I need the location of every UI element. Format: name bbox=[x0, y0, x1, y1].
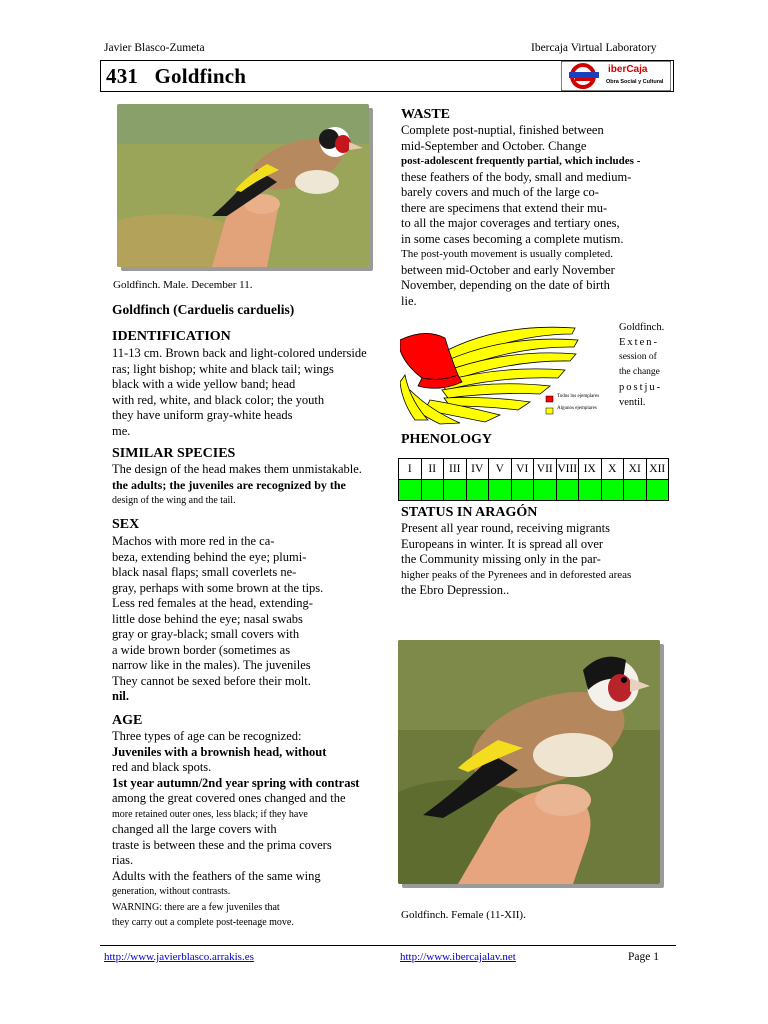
phenology-table bbox=[398, 458, 669, 501]
waste-line: there are specimens that extend their mu- bbox=[401, 200, 608, 215]
presence-cell bbox=[421, 480, 444, 501]
presence-cell bbox=[601, 480, 624, 501]
species-scientific-name: Goldfinch (Carduelis carduelis) bbox=[112, 302, 295, 317]
age-line: changed all the large covers with bbox=[112, 822, 277, 836]
similar-species-text bbox=[112, 462, 362, 509]
species-name: Goldfinch bbox=[154, 64, 247, 88]
month-cell: XI bbox=[624, 459, 647, 480]
phenology-heading: PHENOLOGY bbox=[401, 432, 493, 447]
age-line: 1st year autumn/2nd year spring with contrast bbox=[112, 775, 360, 790]
author-name: Javier Blasco-Zumeta bbox=[104, 42, 205, 54]
wing-caption-line: session of bbox=[619, 352, 657, 362]
phenology-months-row bbox=[399, 459, 669, 480]
age-line: rias. bbox=[112, 853, 134, 867]
sex-line: gray or gray-black; small covers with bbox=[112, 627, 300, 641]
status-line: the Ebro Depression.. bbox=[401, 583, 510, 597]
age-line: traste is between these and the prima covers bbox=[112, 837, 332, 852]
legend-all-specimens: Todos los ejemplares bbox=[557, 394, 600, 399]
waste-line: barely covers and much of the large co- bbox=[401, 185, 599, 199]
presence-cell bbox=[534, 480, 557, 501]
female-goldfinch-photo bbox=[398, 640, 660, 884]
month-cell: XII bbox=[646, 459, 669, 480]
presence-cell bbox=[556, 480, 579, 501]
wing-caption bbox=[619, 320, 673, 410]
species-number: 431 bbox=[106, 64, 139, 88]
waste-line: to all the major coverages and tertiary ones, bbox=[401, 216, 620, 230]
similar-species-heading: SIMILAR SPECIES bbox=[112, 446, 236, 461]
waste-line: between mid-October and early November bbox=[401, 262, 615, 277]
age-line: they carry out a complete post-teenage move. bbox=[112, 917, 294, 928]
waste-line: in some cases becoming a complete mutism. bbox=[401, 231, 624, 246]
month-cell: I bbox=[399, 459, 422, 480]
sex-line: gray, perhaps with some brown at the tips. bbox=[112, 580, 324, 595]
sex-line: beza, extending behind the eye; plumi- bbox=[112, 549, 307, 564]
footer-link-ibercaja-site[interactable]: http://www.ibercajalav.net bbox=[400, 951, 516, 963]
status-heading: STATUS IN ARAGÓN bbox=[401, 505, 538, 520]
sex-line: little dose behind the eye; nasal swabs bbox=[112, 611, 303, 626]
month-cell: VII bbox=[534, 459, 557, 480]
status-line: Europeans in winter. It is spread all over bbox=[401, 536, 604, 551]
identification-line: with red, white, and black color; the youth bbox=[112, 392, 325, 407]
status-line: the Community missing only in the par- bbox=[401, 552, 601, 566]
month-cell: X bbox=[601, 459, 624, 480]
legend-some-specimens: Algunos ejemplares bbox=[557, 406, 597, 411]
age-line: red and black spots. bbox=[112, 760, 212, 774]
waste-line: November, depending on the date of birth bbox=[401, 278, 610, 292]
status-line: Present all year round, receiving migrants bbox=[401, 521, 610, 535]
identification-heading: IDENTIFICATION bbox=[112, 329, 231, 344]
waste-line: lie. bbox=[401, 293, 417, 308]
male-goldfinch-photo bbox=[117, 104, 369, 267]
presence-cell bbox=[444, 480, 467, 501]
month-cell: III bbox=[444, 459, 467, 480]
footer-divider bbox=[100, 945, 676, 946]
status-text bbox=[401, 521, 631, 599]
page-title bbox=[106, 64, 246, 89]
waste-text bbox=[401, 123, 640, 309]
status-line: higher peaks of the Pyrenees and in deforested areas bbox=[401, 568, 632, 581]
female-photo-caption: Goldfinch. Female (11-XII). bbox=[401, 909, 526, 921]
age-line: Three types of age can be recognized: bbox=[112, 729, 302, 743]
age-line: generation, without contrasts. bbox=[112, 886, 231, 897]
sex-line: narrow like in the males). The juveniles bbox=[112, 658, 311, 672]
male-photo-caption: Goldfinch. Male. December 11. bbox=[113, 279, 253, 291]
month-cell: V bbox=[489, 459, 512, 480]
presence-cell bbox=[399, 480, 422, 501]
footer-link-author-site[interactable]: http://www.javierblasco.arrakis.es bbox=[104, 951, 254, 963]
presence-cell bbox=[466, 480, 489, 501]
presence-cell bbox=[646, 480, 669, 501]
age-line: Adults with the feathers of the same wing bbox=[112, 868, 321, 883]
sex-text bbox=[112, 534, 323, 705]
lab-name: Ibercaja Virtual Laboratory bbox=[531, 42, 657, 54]
age-line: Juveniles with a brownish head, without bbox=[112, 744, 327, 759]
wing-caption-line: Goldfinch. bbox=[619, 322, 665, 333]
page-number: Page 1 bbox=[628, 951, 659, 963]
waste-heading: WASTE bbox=[401, 107, 451, 122]
presence-cell bbox=[511, 480, 534, 501]
age-line: WARNING: there are a few juveniles that bbox=[112, 901, 280, 913]
sex-line: Machos with more red in the ca- bbox=[112, 534, 275, 548]
identification-text bbox=[112, 346, 367, 439]
age-line: among the great covered ones changed and the bbox=[112, 791, 346, 805]
similar-line: The design of the head makes them unmistakable. bbox=[112, 462, 362, 476]
age-text bbox=[112, 729, 359, 931]
sex-line: black nasal flaps; small coverlets ne- bbox=[112, 565, 297, 579]
wing-caption-line: ventil. bbox=[619, 397, 646, 408]
month-cell: IX bbox=[579, 459, 602, 480]
age-heading: AGE bbox=[112, 713, 143, 728]
month-cell: IV bbox=[466, 459, 489, 480]
presence-cell bbox=[489, 480, 512, 501]
waste-line: mid-September and October. Change bbox=[401, 138, 587, 153]
wing-caption-line: postju- bbox=[619, 382, 663, 393]
sex-heading: SEX bbox=[112, 517, 140, 532]
similar-line: the adults; the juveniles are recognized by the bbox=[112, 477, 346, 492]
identification-line: ras; light bishop; white and black tail; wings bbox=[112, 361, 334, 376]
presence-cell bbox=[624, 480, 647, 501]
sex-line: a wide brown border (sometimes as bbox=[112, 642, 291, 657]
sex-line: Less red females at the head, extending- bbox=[112, 596, 313, 610]
similar-line: design of the wing and the tail. bbox=[112, 495, 236, 506]
waste-line: The post-youth movement is usually completed. bbox=[401, 248, 614, 260]
identification-line: black with a wide yellow band; head bbox=[112, 377, 296, 391]
identification-line: me. bbox=[112, 423, 131, 438]
waste-line: Complete post-nuptial, finished between bbox=[401, 123, 604, 137]
month-cell: VIII bbox=[556, 459, 579, 480]
logo-brand: iberCaja bbox=[608, 64, 648, 75]
sex-line: nil. bbox=[112, 689, 130, 703]
identification-line: they have uniform gray-white heads bbox=[112, 408, 293, 422]
presence-cell bbox=[579, 480, 602, 501]
wing-caption-line: Exten- bbox=[619, 337, 659, 348]
wing-caption-line: the change bbox=[619, 367, 660, 377]
identification-line: 11-13 cm. Brown back and light-colored underside bbox=[112, 346, 367, 360]
month-cell: VI bbox=[511, 459, 534, 480]
waste-line: these feathers of the body, small and medium- bbox=[401, 169, 632, 184]
logo-tagline: Obra Social y Cultural bbox=[606, 79, 664, 85]
phenology-presence-row bbox=[399, 480, 669, 501]
month-cell: II bbox=[421, 459, 444, 480]
age-line: more retained outer ones, less black; if they have bbox=[112, 808, 308, 820]
waste-line: post-adolescent frequently partial, which includes - bbox=[401, 155, 641, 167]
sex-line: They cannot be sexed before their molt. bbox=[112, 673, 311, 688]
